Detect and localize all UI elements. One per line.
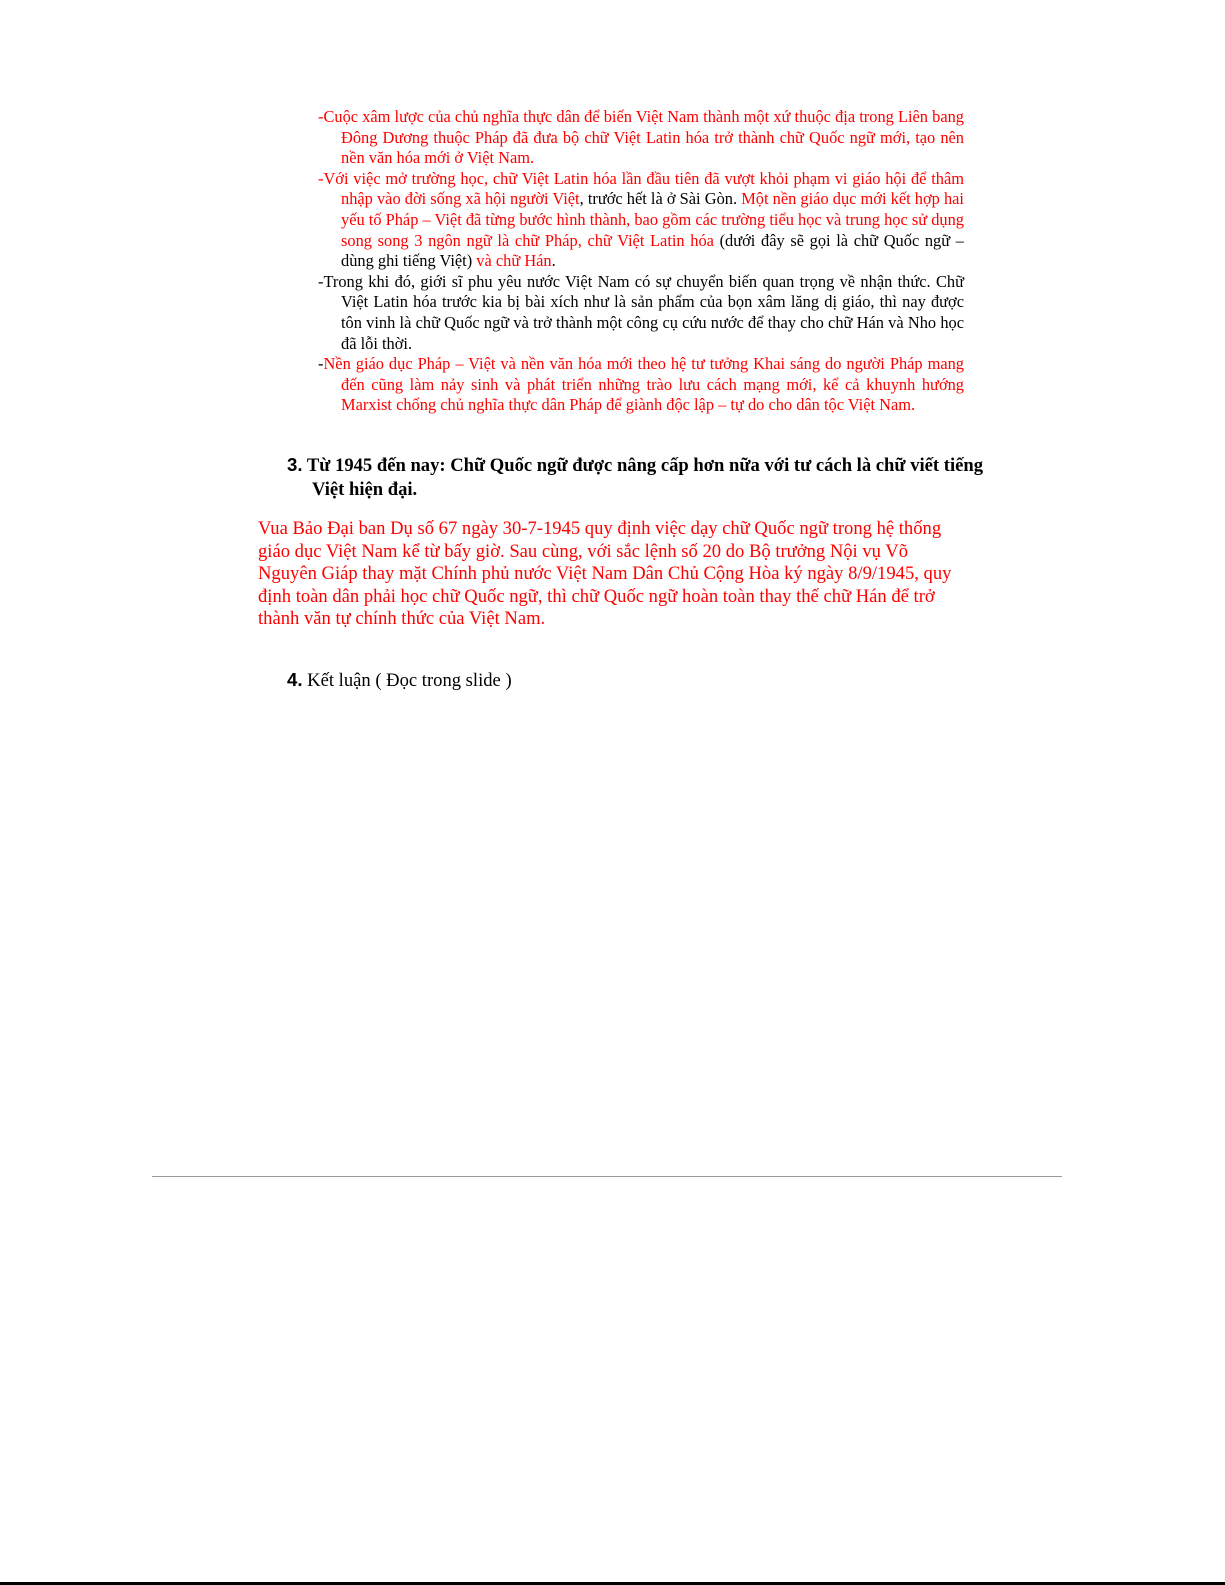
section-3-title: Từ 1945 đến nay: Chữ Quốc ngữ được nâng cấp hơn nữa với tư cách là chữ viết tiếng Việt hiện đại.: [302, 455, 983, 500]
bullet-text: .: [551, 251, 556, 271]
section-4-number: 4.: [287, 669, 303, 690]
bullet-text: -: [318, 354, 324, 374]
bullet-item: [318, 354, 964, 416]
bullet-text: Nền giáo dục Pháp – Việt và nền văn hóa mới theo hệ tư tưởng Khai sáng do người Pháp mang đến cũng làm nảy sinh và phát triển những trào lưu cách mạng mới, kể cả khuynh hướng Marxist chống chủ nghĩa thực dân Pháp để giành độc lập – tự do cho dân tộc Việt Nam.: [323, 354, 964, 415]
bullet-text: (dưới đây sẽ gọi là chữ Quốc ngữ – dùng ghi tiếng Việt): [341, 230, 964, 271]
bullet-text: Một nền giáo dục mới kết hợp hai yếu tố Pháp – Việt đã từng bước hình thành, bao gồm các trường tiểu học và trung học sử dụng song song 3 ngôn ngữ là chữ Pháp, chữ Việt Latin hóa: [341, 189, 964, 250]
section-3-paragraph: Vua Bảo Đại ban Dụ số 67 ngày 30-7-1945 quy định việc dạy chữ Quốc ngữ trong hệ thống giáo dục Việt Nam kể từ bấy giờ. Sau cùng, với sắc lệnh số 20 do Bộ trưởng Nội vụ Võ Nguyên Giáp thay mặt Chính phủ nước Việt Nam Dân Chủ Cộng Hòa ký ngày 8/9/1945, quy định toàn dân phải học chữ Quốc ngữ, thì chữ Quốc ngữ hoàn toàn thay thế chữ Hán để trở thành văn tự chính thức của Việt Nam.: [258, 518, 952, 629]
section-4-title: Kết luận ( Đọc trong slide ): [302, 670, 512, 691]
bullet-list: [318, 107, 964, 416]
bullet-item: [318, 169, 964, 272]
section-3-number: 3.: [287, 454, 303, 475]
section-3-heading: [287, 453, 1002, 501]
bullet-text: -Trong khi đó, giới sĩ phu yêu nước Việt Nam có sự chuyển biến quan trọng về nhận thức. Chữ Việt Latin hóa trước kia bị bài xích như là sản phẩm của bọn xâm lăng dị giáo, thì nay được tôn vinh là chữ Quốc ngữ và trở thành một công cụ cứu nước để thay cho chữ Hán và Nho học đã lỗi thời.: [318, 271, 964, 353]
bullet-text: -Cuộc xâm lược của chủ nghĩa thực dân để biến Việt Nam thành một xứ thuộc địa trong Liên bang Đông Dương thuộc Pháp đã đưa bộ chữ Việt Latin hóa trở thành chữ Quốc ngữ mới, tạo nên nền văn hóa mới ở Việt Nam.: [318, 107, 964, 168]
section-4-heading: [287, 668, 512, 692]
page-divider: [152, 1176, 1062, 1177]
bullet-text: -Với việc mở trường học, chữ Việt Latin hóa lần đầu tiên đã vượt khỏi phạm vi giáo hội để thâm nhập vào đời sống xã hội người Việt: [318, 168, 964, 209]
bullet-item: [318, 272, 964, 354]
bullet-item: [318, 107, 964, 169]
bullet-text: và chữ Hán: [476, 251, 552, 271]
bullet-text: , trước hết là ở Sài Gòn.: [579, 189, 742, 209]
